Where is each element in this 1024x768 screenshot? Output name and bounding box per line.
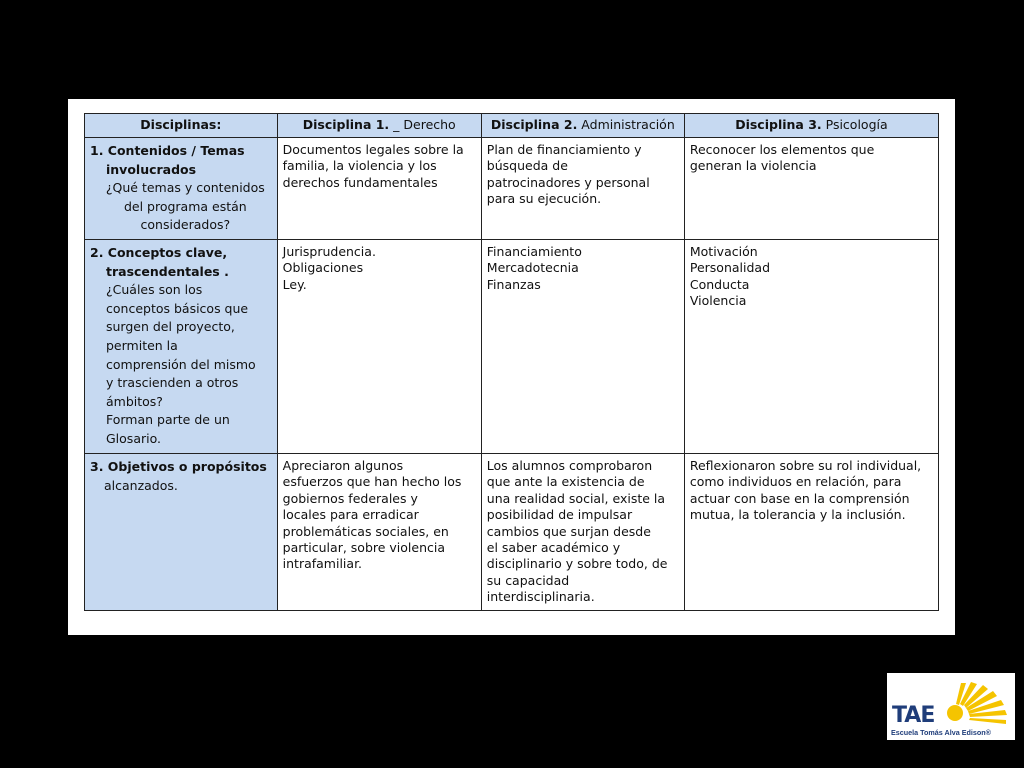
row-header-question: conceptos básicos que bbox=[106, 300, 249, 316]
cell-text: búsqueda de bbox=[486, 158, 568, 174]
cell-text: mutua, la tolerancia y la inclusión. bbox=[689, 507, 906, 523]
row-header-question: y trascienden a otros bbox=[106, 375, 239, 391]
cell-text: Violencia bbox=[689, 293, 747, 309]
table-cell bbox=[684, 453, 938, 610]
row-header-question: Forman parte de un bbox=[106, 412, 230, 428]
row-header-question: considerados? bbox=[140, 217, 231, 233]
cell-text: cambios que surjan desde bbox=[486, 523, 651, 539]
cell-text: como individuos en relación, para bbox=[689, 474, 902, 490]
row-header-question: Glosario. bbox=[106, 430, 161, 446]
table-cell bbox=[277, 138, 481, 240]
table-cell bbox=[481, 239, 684, 453]
cell-text: Financiamiento bbox=[486, 243, 582, 259]
table-cell bbox=[684, 239, 938, 453]
row-header-title: 3. Objetivos o propósitos bbox=[90, 458, 267, 474]
document-sheet bbox=[68, 99, 955, 635]
cell-text: familia, la violencia y los bbox=[282, 158, 437, 174]
disciplines-table bbox=[84, 113, 939, 611]
cell-text: intrafamiliar. bbox=[282, 556, 363, 572]
row-header-title-cont: involucrados bbox=[106, 161, 197, 177]
cell-text: disciplinario y sobre todo, de bbox=[486, 556, 668, 572]
cell-text: gobiernos federales y bbox=[282, 490, 418, 506]
row-header-question: surgen del proyecto, bbox=[106, 319, 235, 335]
cell-text: su capacidad bbox=[486, 572, 570, 588]
cell-text: una realidad social, existe la bbox=[486, 490, 666, 506]
row-header-question: alcanzados. bbox=[104, 477, 178, 493]
row-header-question: del programa están bbox=[123, 198, 247, 214]
cell-text: Los alumnos comprobaron bbox=[486, 457, 653, 473]
row-header-title: 1. Contenidos / Temas bbox=[90, 143, 245, 158]
cell-text: para su ejecución. bbox=[486, 191, 602, 207]
row-header-question: comprensión del mismo bbox=[106, 356, 256, 372]
cell-text: interdisciplinaria. bbox=[486, 589, 595, 605]
cell-text: que ante la existencia de bbox=[486, 474, 645, 490]
row-header-title: 2. Conceptos clave, bbox=[90, 244, 228, 260]
header-cell-disciplina-2: Disciplina 2. Administración bbox=[481, 114, 684, 138]
cell-text: problemáticas sociales, en bbox=[282, 523, 449, 539]
row-header-conceptos bbox=[85, 239, 278, 453]
cell-text: esfuerzos que han hecho los bbox=[282, 474, 462, 490]
logo-school-name: Escuela Tomás Alva Edison® bbox=[891, 728, 991, 737]
cell-text: Documentos legales sobre la bbox=[282, 142, 464, 157]
cell-text: Personalidad bbox=[689, 260, 770, 276]
table-cell bbox=[481, 453, 684, 610]
cell-text: Obligaciones bbox=[282, 260, 364, 276]
row-header-title-cont: trascendentales . bbox=[106, 263, 229, 279]
row-header-question: ámbitos? bbox=[106, 393, 163, 409]
logo-abbreviation: TAE bbox=[892, 703, 935, 728]
cell-text: Motivación bbox=[689, 243, 758, 259]
table-cell bbox=[481, 138, 684, 240]
table-row bbox=[85, 138, 939, 240]
header-cell-disciplinas: Disciplinas: bbox=[85, 114, 278, 138]
header-cell-disciplina-3: Disciplina 3. Psicología bbox=[684, 114, 938, 138]
row-header-contenidos bbox=[85, 138, 278, 240]
cell-text: posibilidad de impulsar bbox=[486, 507, 633, 523]
cell-text: Reflexionaron sobre su rol individual, bbox=[689, 457, 922, 473]
row-header-question: permiten la bbox=[106, 337, 178, 353]
cell-text: derechos fundamentales bbox=[282, 174, 438, 190]
cell-text: Apreciaron algunos bbox=[282, 457, 404, 473]
header-row bbox=[85, 114, 939, 138]
cell-text: Finanzas bbox=[486, 276, 541, 292]
row-header-question: ¿Qué temas y contenidos bbox=[105, 180, 265, 196]
cell-text: Jurisprudencia. bbox=[282, 243, 376, 259]
table-cell bbox=[277, 453, 481, 610]
row-header-objetivos bbox=[85, 453, 278, 610]
cell-text: actuar con base en la comprensión bbox=[689, 490, 910, 506]
table-row bbox=[85, 239, 939, 453]
cell-text: Ley. bbox=[282, 276, 307, 292]
cell-text: Conducta bbox=[689, 276, 750, 292]
cell-text: Reconocer los elementos que bbox=[689, 142, 875, 157]
table-cell bbox=[684, 138, 938, 240]
cell-text: particular, sobre violencia bbox=[282, 540, 446, 555]
cell-text: el saber académico y bbox=[486, 540, 621, 555]
cell-text: locales para erradicar bbox=[282, 507, 419, 523]
row-header-question: ¿Cuáles son los bbox=[106, 282, 203, 298]
cell-text: patrocinadores y personal bbox=[486, 174, 650, 190]
school-logo bbox=[887, 673, 1015, 740]
cell-text: Plan de financiamiento y bbox=[486, 142, 642, 157]
cell-text: Mercadotecnia bbox=[486, 260, 579, 276]
table-cell bbox=[277, 239, 481, 453]
table-row bbox=[85, 453, 939, 610]
header-cell-disciplina-1: Disciplina 1. _ Derecho bbox=[277, 114, 481, 138]
cell-text: generan la violencia bbox=[689, 158, 817, 174]
